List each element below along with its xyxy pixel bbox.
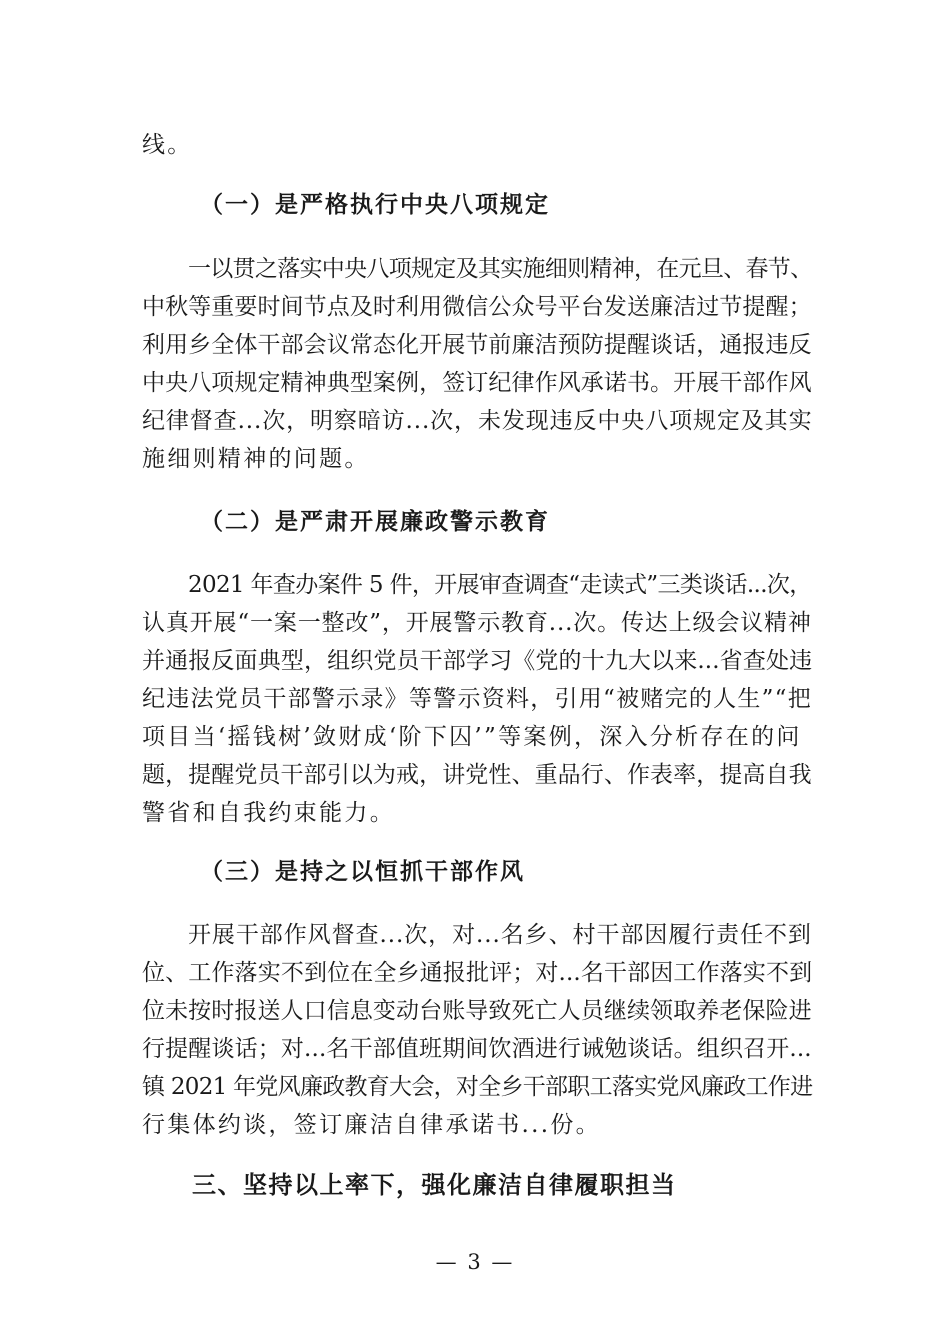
body-line: 位、工作落实不到位在全乡通报批评；对...名干部因工作落实不到 [142, 960, 813, 986]
body-line: 项目当‘摇钱树’敛财成‘阶下囚’”等案例，深入分析存在的问 [142, 724, 802, 750]
body-line: 利用乡全体干部会议常态化开展节前廉洁预防提醒谈话，通报违反 [142, 332, 812, 358]
body-line: 施细则精神的问题。 [142, 446, 370, 472]
page-number: — 3 — [435, 1250, 515, 1274]
body-line: 行提醒谈话；对...名干部值班期间饮酒进行诫勉谈话。组织召开... [142, 1036, 812, 1062]
body-line: 一以贯之落实中央八项规定及其实施细则精神，在元旦、春节、 [188, 256, 813, 282]
paragraph-fragment: 线。 [142, 132, 193, 158]
section-heading-2: （二）是严肃开展廉政警示教育 [200, 509, 550, 535]
body-line: 行集体约谈，签订廉洁自律承诺书...份。 [142, 1112, 601, 1138]
body-line: 2021 年查办案件 5 件，开展审查调查“走读式”三类谈话...次， [188, 572, 812, 598]
body-line: 题，提醒党员干部引以为戒，讲党性、重品行、作表率，提高自我 [142, 762, 812, 788]
body-line: 警省和自我约束能力。 [142, 800, 395, 826]
body-line: 开展干部作风督查...次，对...名乡、村干部因履行责任不到 [188, 922, 812, 948]
body-line: 纪律督查...次，明察暗访...次，未发现违反中央八项规定及其实 [142, 408, 813, 434]
body-line: 中央八项规定精神典型案例，签订纪律作风承诺书。开展干部作风 [142, 370, 812, 396]
body-line: 并通报反面典型，组织党员干部学习《党的十九大以来...省查处违 [142, 648, 813, 674]
body-line: 中秋等重要时间节点及时利用微信公众号平台发送廉洁过节提醒； [142, 294, 812, 320]
body-line: 认真开展“一案一整改”，开展警示教育...次。传达上级会议精神 [142, 610, 812, 636]
section-heading-1: （一）是严格执行中央八项规定 [200, 192, 550, 218]
main-heading: 三、坚持以上率下，强化廉洁自律履职担当 [192, 1171, 677, 1199]
section-heading-3: （三）是持之以恒抓干部作风 [200, 859, 525, 885]
body-line: 位未按时报送人口信息变动台账导致死亡人员继续领取养老保险进 [142, 998, 812, 1024]
body-line: 纪违法党员干部警示录》等警示资料，引用“被赌完的人生”“把 [142, 686, 812, 712]
body-line: 镇 2021 年党风廉政教育大会，对全乡干部职工落实党风廉政工作进 [142, 1074, 813, 1100]
